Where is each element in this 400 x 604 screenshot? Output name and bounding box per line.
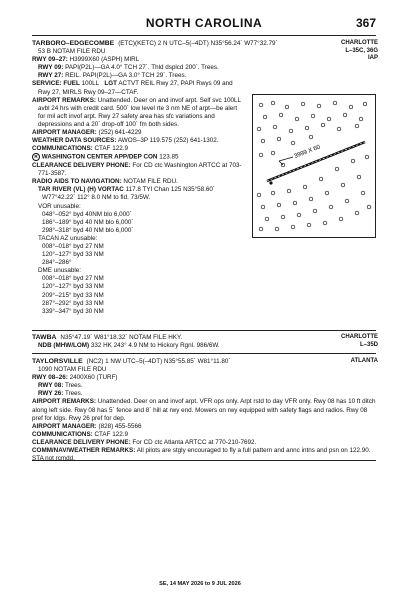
radar-icon: R [32, 153, 40, 161]
tree-icon [261, 139, 265, 143]
tree-icon [351, 159, 355, 163]
section-rule [32, 460, 376, 461]
tree-icon [325, 191, 329, 195]
tree-icon [329, 205, 333, 209]
tree-icon [323, 221, 327, 225]
nav-unusable-line: 120°–127° byd 33 NM [42, 251, 104, 259]
fuel-text: 100LL [81, 80, 100, 88]
section-rule [32, 353, 376, 354]
section-rule [32, 330, 376, 331]
airport-remarks [32, 97, 243, 129]
tree-icon [277, 203, 281, 207]
clearance-text: For CD ctc Atlanta ARTCC at 770-210-7692. [132, 438, 257, 446]
tree-icon [259, 227, 263, 231]
tree-icon [263, 115, 267, 119]
chart-ref: L–35C, 36G [345, 47, 378, 54]
tree-icon [309, 135, 313, 139]
tree-icon [343, 113, 347, 117]
airport-name: TAYLORSVILLE [32, 358, 83, 365]
communications-text: CTAF 122.9 [94, 145, 128, 153]
remarks-text: Unattended. Deer on and invof arpt. VFR ops only. Arpt rstd to day VFR only. Rwy 08 has 10 ft ditch along left side. Rwy 08 has 5´ fence and 8´ hill at rwy end. Mowers on rwy equipped with safety flags and radios. Rwy 08 pref for ldgs. Rwy 26 pref for dep. [32, 398, 376, 422]
manager-phone: (828) 455-5566 [98, 422, 142, 430]
runway-label: RWY 09–27: [32, 56, 68, 64]
vortac-text: 117.8 TYI Chan 125 N35°58.60´ [125, 186, 216, 194]
nav-unusable-line: 048°–052° byd 40NM blo 6,000´ [42, 210, 132, 218]
approach-frequency: 123.85 [159, 153, 179, 161]
fix-name: TAWBA [32, 334, 57, 341]
airport-remarks [32, 398, 378, 422]
tree-icon [293, 201, 297, 205]
ndb-label: NDB (MHW/LOM) [38, 342, 90, 350]
airport-diagram [252, 94, 376, 238]
runway-text: H3999X60 (ASPH) MIRL [69, 56, 140, 64]
nav-unusable-line: 120°–127° byd 33 NM [42, 283, 104, 291]
weather-text: AWOS–3P 119.575 (252) 641-1302. [117, 137, 219, 145]
page-header [32, 14, 376, 34]
fix-header-data: N35°47.19´ W81°18.32´ NOTAM FILE HKY. [60, 334, 183, 341]
tree-icon [261, 205, 265, 209]
nav-unusable-line: VOR unusable: [38, 202, 81, 210]
fuel-label: FUEL [63, 80, 80, 88]
tree-icon [285, 105, 289, 109]
tree-icon [359, 117, 363, 121]
tree-icon [295, 117, 299, 121]
approach-label: WASHINGTON CENTER APP/DEP CON [41, 153, 158, 161]
tree-icon [337, 127, 341, 131]
remarks-label: AIRPORT REMARKS: [32, 96, 97, 104]
runway-end-text: REIL. PAPI(P2L)—GA 3.0° TCH 29´. Trees. [65, 72, 187, 80]
nav-unusable-line: 008°–018° byd 27 NM [42, 275, 104, 283]
tree-icon [277, 137, 281, 141]
chart-ref: ATLANTA [350, 358, 378, 364]
tree-icon [355, 211, 359, 215]
tree-icon [291, 141, 295, 145]
lighting-text: ACTVT REIL Rwy 27, PAPI Rwys 09 and Rwy 27, MIRLS Rwy 09–27—CTAF. [38, 80, 233, 96]
airport-diagram-svg [253, 95, 375, 237]
tree-icon [289, 129, 293, 133]
tree-icon [311, 114, 315, 118]
ndb-text: 332 HK 243° 4.9 NM to Hickory Rgnl. 986/6W. [90, 342, 220, 350]
tree-icon [307, 223, 311, 227]
communications-label: COMMUNICATIONS: [32, 430, 93, 438]
communications-text: CTAF 122.9 [94, 430, 128, 438]
tree-icon [357, 175, 361, 179]
tree-icon [367, 205, 371, 209]
tree-icon [291, 225, 295, 229]
chart-ref: L–35D [359, 341, 378, 348]
manager-label: AIRPORT MANAGER: [32, 129, 97, 137]
page-number: 367 [355, 16, 376, 30]
nav-unusable-line: DME unusable: [38, 267, 82, 275]
remarks-label: AIRPORT REMARKS: [32, 398, 97, 406]
chart-ref: IAP [367, 55, 378, 62]
tree-icon [275, 227, 279, 231]
runway-dimension-label: 3999 X 60 [293, 144, 322, 160]
tree-icon [341, 183, 345, 187]
service-section [32, 80, 243, 96]
comm-nav-label: COMM/NAV/WEATHER REMARKS: [32, 447, 136, 455]
tree-icon [259, 103, 263, 107]
nav-unusable-line: 284°–286° [42, 259, 72, 267]
comm-nav-text: All pilots are stgly encouraged to fly a full pattern and annc intns and psn on 122.90. STA not rcmdd. [32, 447, 371, 463]
tree-icon [281, 215, 285, 219]
clearance-text: For CD ctc Washington ARTCC at 703-771-3587. [38, 162, 242, 178]
header-rule [32, 35, 376, 36]
nav-unusable-line: 287°–292° byd 33 NM [42, 299, 104, 307]
entry-tawba [32, 334, 378, 350]
nav-unusable-line: 186°–189° byd 40 NM blo 6,000´ [42, 218, 134, 226]
tree-icon [271, 151, 275, 155]
state-title: NORTH CAROLINA [145, 16, 263, 30]
tree-icon [363, 102, 367, 106]
runway-threshold-marker [269, 181, 272, 184]
tree-icon [317, 104, 321, 108]
communications-label: COMMUNICATIONS: [32, 145, 93, 153]
tree-icon [345, 199, 349, 203]
taylorsville-chart-refs [351, 358, 378, 366]
tree-icon [333, 101, 337, 105]
clearance-label: CLEARANCE DELIVERY PHONE: [32, 162, 131, 170]
runway-label: RWY 08–26: [32, 374, 68, 382]
radio-aids-label: RADIO AIDS TO NAVIGATION: [32, 178, 122, 186]
radio-aids-text: NOTAM FILE RDU. [123, 178, 178, 186]
tree-icon [309, 197, 313, 201]
tree-icon [279, 113, 283, 117]
manager-phone: (252) 641-4229 [98, 129, 142, 137]
runway-end-label: RWY 26: [38, 390, 64, 398]
tree-icon [265, 217, 269, 221]
airport-header-data: (ETC)(KETC) 2 N UTC–5(–4DT) N35°56.24´ W77°32.79´ [118, 40, 278, 47]
tree-icon [327, 117, 331, 121]
lighting-label: LGT [104, 80, 117, 88]
entry-taylorsville [32, 358, 378, 463]
tree-icon [313, 209, 317, 213]
tree-icon [319, 177, 323, 181]
tree-icon [287, 189, 291, 193]
airport-elevation-line: 53 B NOTAM FILE RDU [38, 48, 106, 56]
chart-ref: CHARLOTTE [341, 40, 378, 46]
nav-unusable-line: TACAN AZ unusable: [38, 234, 98, 242]
airport-name: TARBORO–EDGECOMBE [32, 40, 115, 47]
tawba-chart-refs [341, 334, 378, 349]
tarboro-chart-refs [341, 40, 378, 63]
runway-end-label: RWY 08: [38, 382, 64, 390]
airport-elevation-line: 1090 NOTAM FILE RDU [38, 366, 107, 374]
tree-icon [301, 102, 305, 106]
tree-icon [303, 185, 307, 189]
nav-unusable-line: 298°–318° byd 40 NM blo 6,000´ [42, 226, 134, 234]
tree-icon [339, 217, 343, 221]
tree-icon [305, 126, 309, 130]
tree-icon [349, 105, 353, 109]
vortac-label: TAR RIVER (VL) (H) VORTAC [38, 186, 124, 194]
clearance-label: CLEARANCE DELIVERY PHONE: [32, 438, 131, 446]
airport-header-data: (NC2) 1 NW UTC–5(–4DT) N35°55.85´ W81°11.80´ [86, 358, 231, 365]
tree-icon [271, 191, 275, 195]
tree-symbols [257, 101, 371, 231]
runway-end-label: RWY 27: [38, 72, 64, 80]
tree-icon [259, 153, 263, 157]
tree-icon [297, 213, 301, 217]
runway-end-text: Trees. [64, 382, 83, 390]
manager-label: AIRPORT MANAGER: [32, 422, 97, 430]
runway-end-text: Trees. [64, 390, 83, 398]
effective-dates-footer: SE, 14 MAY 2026 to 9 JUL 2026 [159, 581, 241, 587]
nav-unusable-line: 339°–347° byd 30 NM [42, 307, 104, 315]
runway-end-label: RWY 09: [38, 64, 64, 72]
tree-icon [257, 127, 261, 131]
nav-unusable-line: 209°–215° byd 33 NM [42, 291, 104, 299]
tree-icon [321, 123, 325, 127]
nav-unusable-line: 008°–018° byd 27 NM [42, 243, 104, 251]
tree-icon [335, 167, 339, 171]
tree-icon [361, 191, 365, 195]
service-label: SERVICE: [32, 80, 62, 88]
chart-ref: CHARLOTTE [341, 334, 378, 340]
tree-icon [271, 101, 275, 105]
weather-label: WEATHER DATA SOURCES: [32, 137, 117, 145]
arrow-icon [279, 157, 293, 165]
clearance-section [32, 162, 243, 178]
vortac-text-line2: W77°42.22´ 112° 8.0 NM to fld. 73/5W. [42, 194, 151, 202]
tree-icon [365, 155, 369, 159]
remarks-text: Unattended. Deer on and invof arpt. Self svc 100LL avbl 24 hrs with credit card. 500´ low level rte 3 nm NE of arpt—be alert for mil acft invof arpt. Rwy 27 safety area has sfc variations and depressions and a 20´ drop-off 100´ fm both sides. [38, 96, 241, 128]
tree-icon [273, 125, 277, 129]
runway-text: 2400X60 (TURF) [69, 374, 118, 382]
runway-end-text: PAPI(P2L)—GA 4.0° TCH 27´. Thld dsplcd 200´. Trees. [65, 64, 219, 72]
tree-icon [355, 124, 359, 128]
tree-icon [257, 193, 261, 197]
